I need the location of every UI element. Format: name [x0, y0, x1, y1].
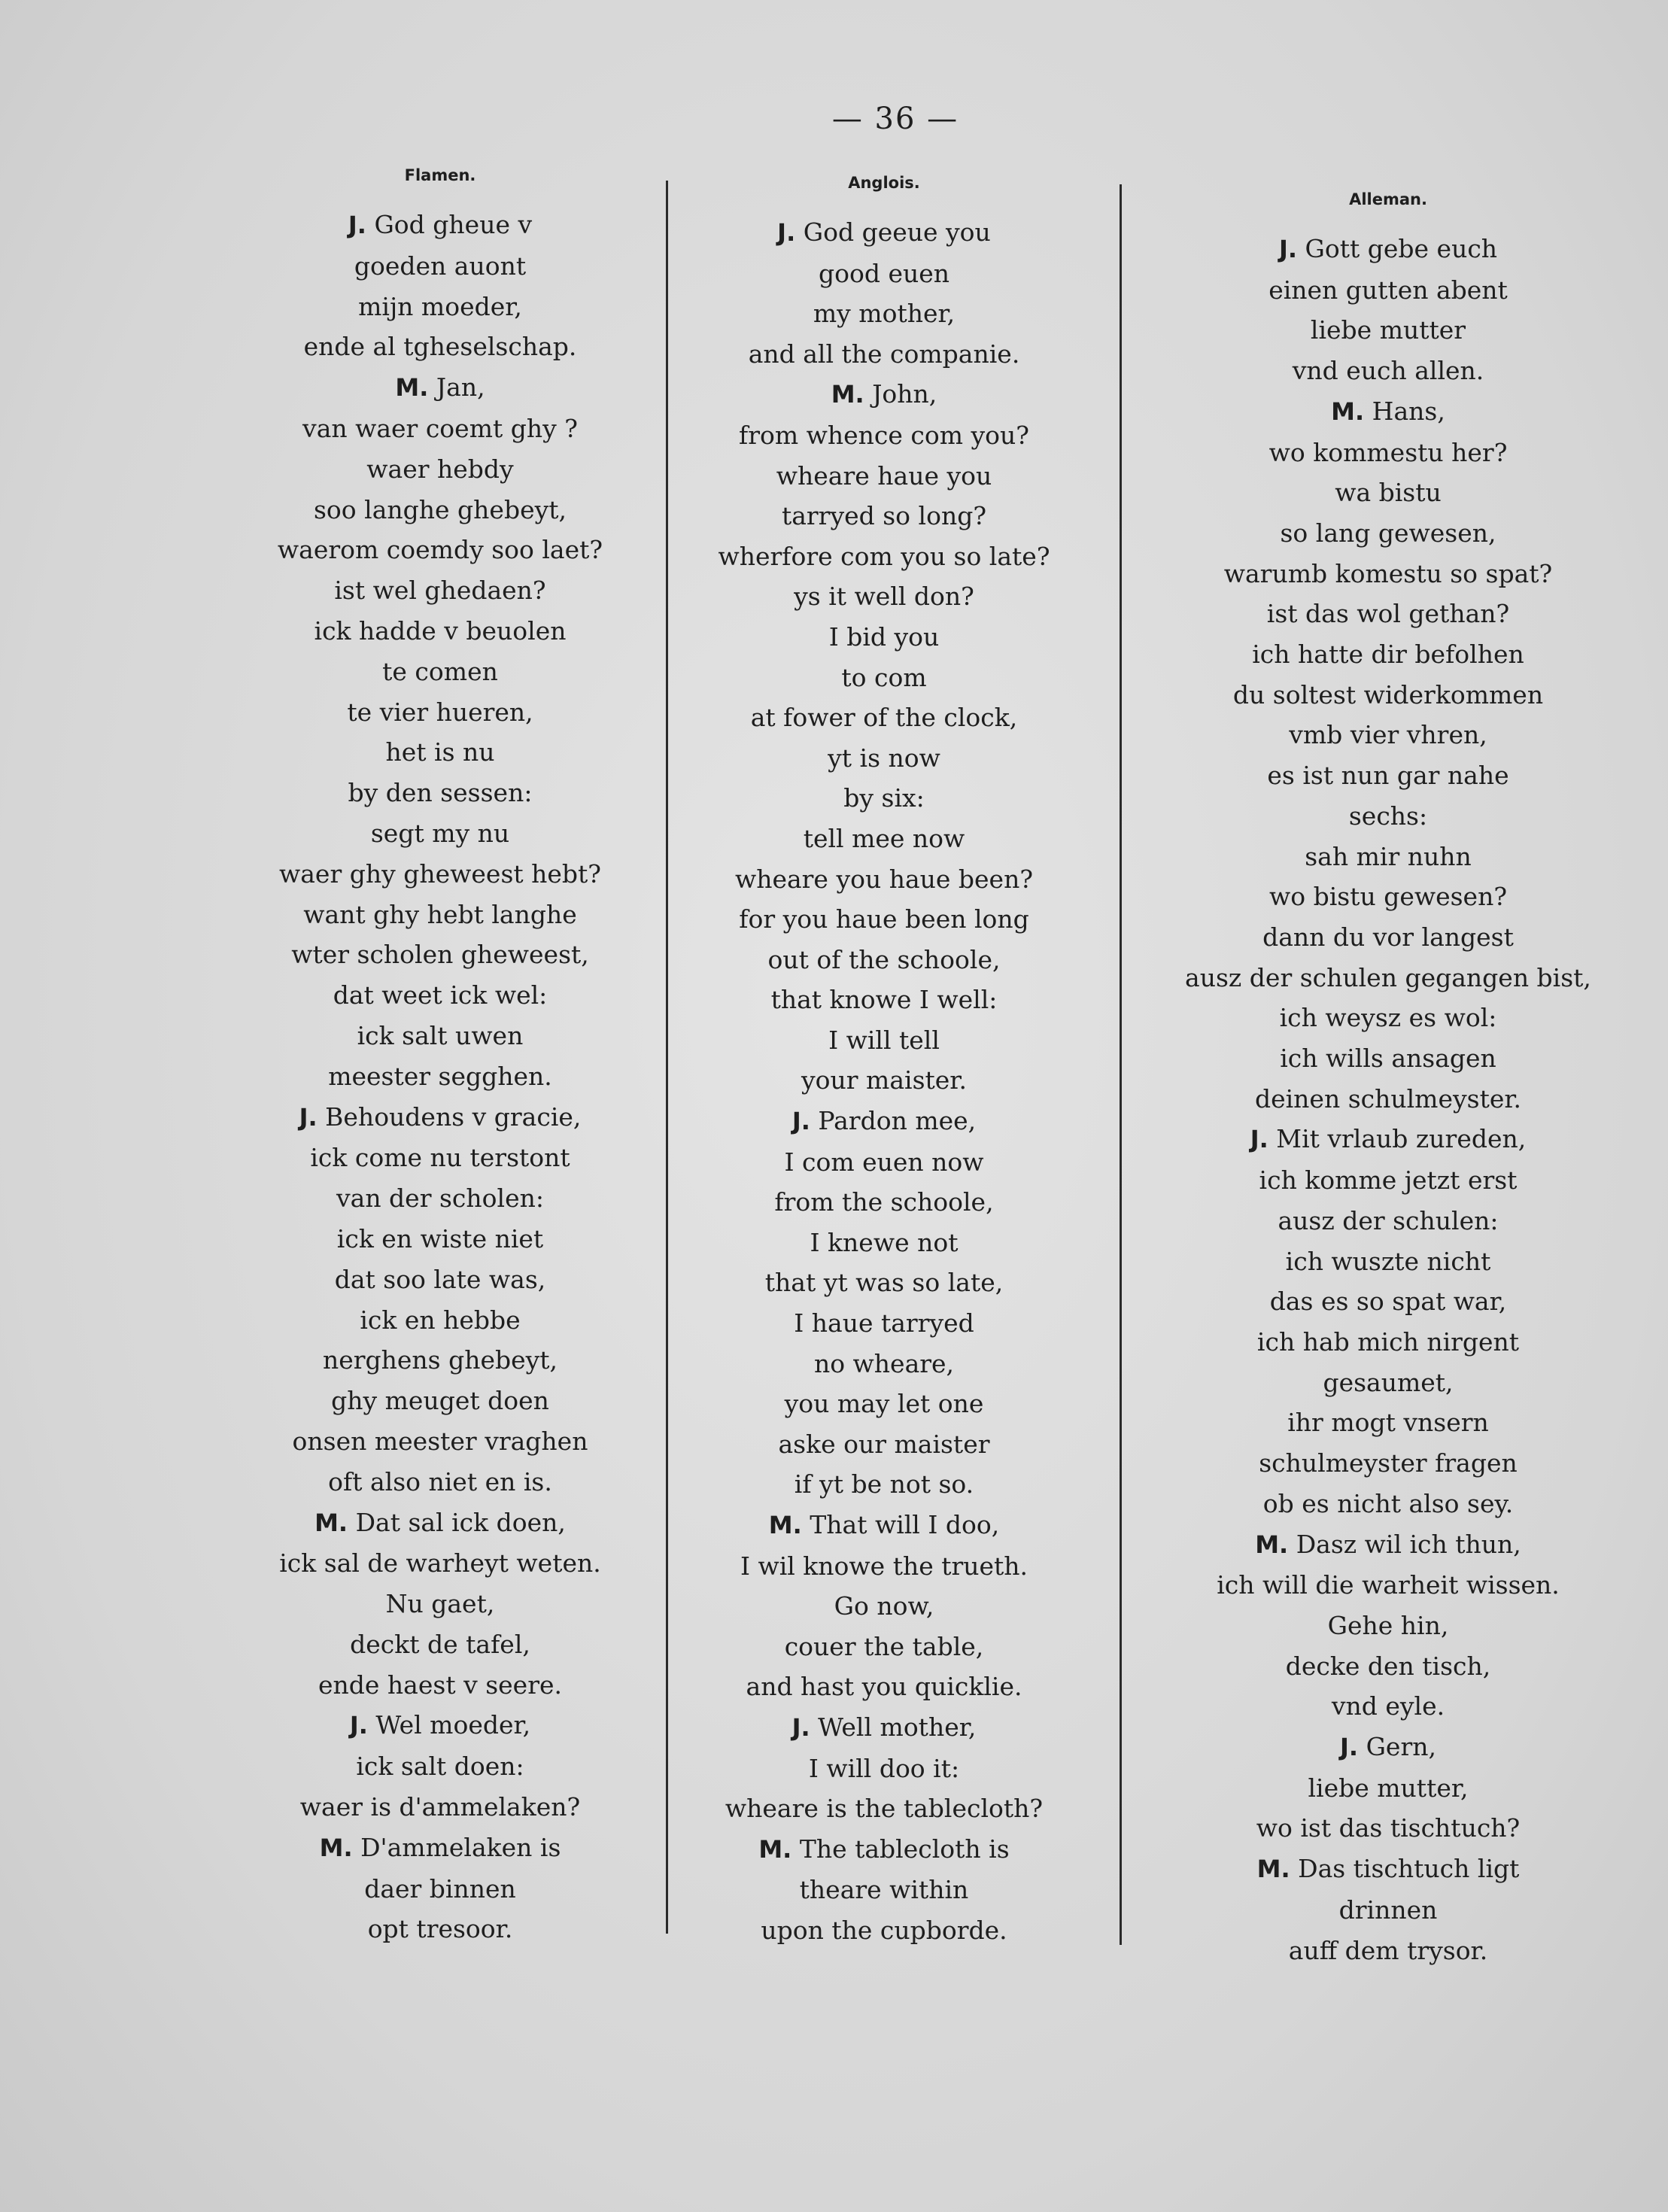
line-text: ys it well don? [794, 582, 974, 612]
line-text: I haue tarryed [794, 1308, 974, 1338]
dialogue-line [192, 449, 688, 490]
line-text: daer binnen [364, 1873, 516, 1904]
line-text: ich hatte dir befolhen [1252, 640, 1524, 670]
dialogue-line [643, 536, 1125, 577]
speaker-label: M. [314, 1508, 348, 1537]
dialogue-line [643, 1910, 1125, 1951]
dialogue-line [643, 1707, 1125, 1749]
dialogue-line [192, 652, 688, 692]
line-text: meester segghen. [328, 1061, 552, 1091]
dialogue-line [1102, 1686, 1668, 1727]
line-text: waer hebdy [366, 454, 514, 484]
dialogue-line [643, 658, 1125, 698]
dialogue-line [1102, 755, 1668, 796]
line-text: waer is d'ammelaken? [299, 1792, 581, 1822]
line-text: ick sal de warheyt weten. [279, 1548, 601, 1578]
line-text: te comen [382, 656, 498, 686]
line-text: decke den tisch, [1285, 1651, 1491, 1681]
line-text: aske our maister [778, 1429, 990, 1459]
dialogue-line [192, 1746, 688, 1787]
speaker-label: J. [348, 211, 366, 239]
line-text: tarryed so long? [781, 501, 987, 531]
line-text: warumb komestu so spat? [1223, 558, 1553, 588]
dialogue-line [192, 895, 688, 935]
line-text: by den sessen: [348, 778, 533, 808]
dialogue-line [643, 1344, 1125, 1384]
line-text: I bid you [828, 621, 940, 652]
speaker-label: J. [791, 1712, 810, 1742]
dialogue-line [1102, 351, 1668, 391]
line-text: I will doo it: [808, 1753, 960, 1783]
dialogue-line [192, 854, 688, 895]
dialogue-line [643, 576, 1125, 617]
dialogue-line [643, 334, 1125, 375]
dialogue-line [192, 1665, 688, 1706]
dialogue-line [192, 1705, 688, 1746]
line-text: your maister. [801, 1065, 967, 1095]
speaker-label: J. [349, 1711, 368, 1740]
line-text: yt is now [828, 743, 940, 773]
dialogue-line [643, 859, 1125, 900]
line-text: ick hadde v beuolen [314, 615, 567, 646]
line-text: theare within [799, 1875, 969, 1905]
line-text: opt tresoor. [367, 1914, 513, 1944]
dialogue-line [1102, 1808, 1668, 1849]
line-text: wo ist das tischtuch? [1256, 1813, 1521, 1843]
line-text: ist wel ghedaen? [334, 576, 546, 606]
line-text: es ist nun gar nahe [1267, 761, 1509, 791]
dialogue-line [1102, 1768, 1668, 1809]
column-lines-alleman [1102, 229, 1668, 1970]
dialogue-line [1102, 1322, 1668, 1363]
dialogue-line [1102, 1119, 1668, 1160]
line-text: ick salt uwen [357, 1020, 524, 1050]
line-text: segt my nu [370, 818, 510, 848]
dialogue-line [192, 1259, 688, 1300]
dialogue-line [643, 1142, 1125, 1183]
line-text: ick en wiste niet [336, 1223, 544, 1253]
dialogue-line [643, 1020, 1125, 1061]
line-text: I will tell [828, 1025, 940, 1055]
line-text: God gheue v [374, 210, 533, 239]
line-text: wo bistu gewesen? [1268, 882, 1508, 912]
line-text: That will I doo, [810, 1510, 1000, 1539]
dialogue-line [192, 1869, 688, 1910]
line-text: ich weysz es wol: [1279, 1003, 1497, 1033]
line-text: ausz der schulen gegangen bist, [1185, 962, 1591, 992]
line-text: wa bistu [1335, 478, 1442, 508]
line-text: vnd euch allen. [1292, 356, 1484, 386]
dialogue-line [643, 1505, 1125, 1546]
line-text: einen gutten abent [1268, 275, 1508, 305]
dialogue-line [643, 1101, 1125, 1142]
dialogue-line [1102, 1727, 1668, 1768]
line-text: God geeue you [803, 217, 991, 247]
line-text: John, [872, 379, 937, 409]
line-text: wo kommestu her? [1268, 437, 1508, 467]
dialogue-line [1102, 837, 1668, 877]
dialogue-line [192, 1421, 688, 1462]
dialogue-line [1102, 1241, 1668, 1282]
dialogue-line [1102, 1201, 1668, 1241]
dialogue-line [1102, 1931, 1668, 1971]
line-text: wheare is the tablecloth? [725, 1794, 1044, 1824]
line-text: deinen schulmeyster. [1254, 1083, 1522, 1114]
line-text: drinnen [1338, 1894, 1438, 1925]
dialogue-line [1102, 1079, 1668, 1120]
line-text: ghy meuget doen [331, 1386, 549, 1416]
line-text: for you haue been long [739, 904, 1029, 934]
dialogue-line [643, 254, 1125, 294]
line-text: that knowe I well: [770, 985, 998, 1015]
dialogue-line [1102, 310, 1668, 351]
dialogue-line [1102, 1402, 1668, 1443]
dialogue-line [192, 813, 688, 854]
dialogue-line [1102, 634, 1668, 675]
dialogue-line [192, 1016, 688, 1056]
line-text: to com [841, 662, 927, 692]
dialogue-line [192, 1503, 688, 1544]
dialogue-line [1102, 1849, 1668, 1890]
line-text: goeden auont [354, 251, 527, 281]
line-text: wheare haue you [776, 460, 992, 491]
line-text: I wil knowe the trueth. [740, 1551, 1028, 1581]
dialogue-line [1102, 270, 1668, 311]
dialogue-line [192, 530, 688, 570]
line-text: vmb vier vhren, [1289, 720, 1487, 750]
line-text: auff dem trysor. [1288, 1935, 1488, 1965]
line-text: liebe mutter [1310, 315, 1466, 345]
dialogue-line [643, 617, 1125, 658]
speaker-label: M. [395, 373, 429, 403]
line-text: dat soo late was, [334, 1264, 546, 1294]
page-number: — 36 — [831, 102, 959, 136]
dialogue-line [192, 1381, 688, 1421]
line-text: Nu gaet, [385, 1589, 495, 1619]
line-text: dat weet ick wel: [333, 980, 548, 1010]
line-text: wter scholen gheweest, [291, 940, 589, 970]
line-text: ick come nu terstont [310, 1143, 570, 1173]
dialogue-line [1102, 1281, 1668, 1322]
line-text: Well mother, [818, 1712, 977, 1742]
dialogue-line [192, 1178, 688, 1219]
dialogue-line [643, 1546, 1125, 1587]
line-text: Das tischtuch ligt [1298, 1854, 1520, 1884]
dialogue-line [643, 1788, 1125, 1829]
line-text: schulmeyster fragen [1259, 1448, 1518, 1478]
line-text: ich komme jetzt erst [1259, 1165, 1518, 1196]
dialogue-line [1102, 715, 1668, 755]
column-flamen [192, 166, 688, 1949]
dialogue-line [192, 975, 688, 1016]
line-text: soo langhe ghebeyt, [314, 494, 567, 524]
dialogue-line [1102, 1484, 1668, 1524]
dialogue-line [192, 773, 688, 813]
dialogue-line [643, 1870, 1125, 1910]
dialogue-line [643, 980, 1125, 1020]
dialogue-line [643, 1182, 1125, 1223]
line-text: from the schoole, [774, 1187, 994, 1217]
speaker-label: J. [1250, 1125, 1268, 1154]
dialogue-line [192, 692, 688, 733]
line-text: Go now, [834, 1591, 934, 1621]
line-text: D'ammelaken is [360, 1832, 561, 1862]
line-text: Dasz wil ich thun, [1296, 1529, 1521, 1559]
dialogue-line [643, 778, 1125, 819]
dialogue-line [192, 1543, 688, 1584]
line-text: Jan, [436, 372, 485, 403]
dialogue-line [1102, 1890, 1668, 1931]
dialogue-line [1102, 229, 1668, 270]
line-text: Pardon mee, [818, 1106, 977, 1136]
line-text: The tablecloth is [799, 1834, 1010, 1864]
line-text: no wheare, [813, 1348, 955, 1378]
speaker-label: M. [831, 380, 864, 409]
line-text: gesaumet, [1323, 1367, 1454, 1397]
dialogue-line [192, 611, 688, 652]
dialogue-line [1102, 1160, 1668, 1201]
dialogue-line [643, 1464, 1125, 1505]
line-text: by six: [843, 783, 925, 813]
dialogue-line [643, 738, 1125, 779]
line-text: ihr mogt vnsern [1287, 1408, 1489, 1438]
line-text: that yt was so late, [764, 1268, 1004, 1298]
dialogue-line [643, 293, 1125, 334]
column-heading-flamen: Flamen. [404, 166, 476, 184]
dialogue-line [1102, 877, 1668, 917]
dialogue-line [643, 1262, 1125, 1303]
line-text: Gehe hin, [1327, 1610, 1449, 1640]
dialogue-line [1102, 998, 1668, 1038]
line-text: van waer coemt ghy ? [302, 413, 578, 443]
dialogue-line [1102, 1443, 1668, 1484]
line-text: Hans, [1372, 396, 1445, 426]
dialogue-line [192, 1340, 688, 1381]
dialogue-line [1102, 433, 1668, 473]
line-text: so lang gewesen, [1280, 518, 1496, 548]
dialogue-line [192, 287, 688, 327]
line-text: das es so spat war, [1269, 1287, 1507, 1317]
dialogue-line [643, 899, 1125, 940]
line-text: vnd eyle. [1331, 1691, 1445, 1721]
line-text: Gott gebe euch [1305, 234, 1498, 263]
line-text: want ghy hebt langhe [303, 899, 577, 929]
line-text: wherfore com you so late? [718, 541, 1050, 571]
dialogue-line [192, 1138, 688, 1178]
dialogue-line [643, 1586, 1125, 1627]
speaker-label: M. [1255, 1530, 1289, 1559]
speaker-label: J. [791, 1107, 810, 1136]
dialogue-line [643, 415, 1125, 456]
line-text: at fower of the clock, [750, 703, 1018, 733]
line-text: waer ghy gheweest hebt? [279, 858, 601, 889]
dialogue-line [1102, 594, 1668, 634]
dialogue-line [1102, 796, 1668, 837]
column-heading-anglois: Anglois. [848, 174, 920, 192]
line-text: I knewe not [810, 1227, 959, 1257]
line-text: Wel moeder, [375, 1710, 531, 1740]
dialogue-line [643, 496, 1125, 536]
speaker-label: M. [319, 1833, 353, 1862]
dialogue-line [643, 1303, 1125, 1344]
line-text: mijn moeder, [358, 291, 522, 321]
dialogue-line [1102, 513, 1668, 554]
line-text: ich hab mich nirgent [1256, 1326, 1520, 1357]
column-lines-anglois [643, 212, 1125, 1951]
column-anglois [643, 173, 1125, 1951]
dialogue-line [643, 374, 1125, 415]
dialogue-line [643, 1384, 1125, 1424]
line-text: ick en hebbe [360, 1305, 521, 1335]
dialogue-line [192, 205, 688, 246]
line-text: ick salt doen: [356, 1752, 524, 1782]
speaker-label: J. [1340, 1733, 1359, 1762]
speaker-label: J. [299, 1102, 317, 1132]
line-text: sah mir nuhn [1305, 841, 1472, 871]
dialogue-line [192, 1462, 688, 1503]
line-text: good euen [818, 258, 950, 288]
speaker-label: M. [1331, 397, 1365, 426]
dialogue-line [1102, 1038, 1668, 1079]
line-text: deckt de tafel, [350, 1629, 530, 1659]
dialogue-line [192, 490, 688, 530]
dialogue-line [192, 1624, 688, 1665]
dialogue-line [643, 1223, 1125, 1263]
dialogue-line [1102, 1524, 1668, 1566]
line-text: du soltest widerkommen [1232, 679, 1544, 709]
line-text: ende al tgheselschap. [303, 332, 577, 362]
dialogue-line [192, 1300, 688, 1341]
line-text: if yt be not so. [794, 1469, 974, 1499]
speaker-label: M. [758, 1834, 792, 1864]
line-text: oft also niet en is. [328, 1466, 552, 1496]
dialogue-line [643, 456, 1125, 497]
dialogue-line [192, 1584, 688, 1624]
line-text: ich will die warheit wissen. [1217, 1570, 1560, 1600]
dialogue-line [643, 697, 1125, 738]
line-text: upon the cupborde. [761, 1915, 1007, 1945]
dialogue-line [643, 940, 1125, 980]
column-lines-flamen [192, 205, 688, 1949]
dialogue-line [643, 1627, 1125, 1667]
dialogue-line [192, 934, 688, 975]
dialogue-line [643, 1829, 1125, 1870]
line-text: I com euen now [784, 1147, 984, 1177]
dialogue-line [1102, 675, 1668, 716]
dialogue-line [1102, 917, 1668, 958]
line-text: out of the schoole, [767, 944, 1001, 974]
line-text: sechs: [1348, 801, 1428, 831]
line-text: and hast you quicklie. [746, 1672, 1022, 1702]
dialogue-line [192, 1219, 688, 1259]
line-text: te vier hueren, [347, 697, 533, 727]
dialogue-line [1102, 958, 1668, 998]
line-text: my mother, [813, 299, 956, 329]
dialogue-line [192, 1097, 688, 1138]
dialogue-line [643, 1060, 1125, 1101]
dialogue-line [1102, 1363, 1668, 1403]
dialogue-line [192, 1909, 688, 1949]
dialogue-line [1102, 472, 1668, 513]
line-text: from whence com you? [738, 420, 1029, 450]
line-text: liebe mutter, [1308, 1773, 1469, 1803]
dialogue-line [643, 1424, 1125, 1465]
line-text: dann du vor langest [1262, 922, 1514, 952]
line-text: onsen meester vraghen [292, 1426, 588, 1456]
dialogue-line [192, 327, 688, 367]
line-text: Behoudens v gracie, [325, 1101, 582, 1132]
line-text: nerghens ghebeyt, [322, 1345, 558, 1375]
dialogue-line [1102, 391, 1668, 433]
dialogue-line [1102, 554, 1668, 594]
line-text: ende haest v seere. [318, 1670, 562, 1700]
column-alleman [1102, 190, 1668, 1970]
line-text: wheare you haue been? [734, 864, 1034, 894]
dialogue-line [1102, 1646, 1668, 1687]
line-text: couer the table, [784, 1631, 984, 1661]
line-text: ist das wol gethan? [1266, 599, 1510, 629]
dialogue-line [192, 1828, 688, 1869]
column-heading-alleman: Alleman. [1349, 190, 1427, 208]
dialogue-line [192, 732, 688, 773]
line-text: ich wills ansagen [1280, 1044, 1496, 1074]
dialogue-line [643, 212, 1125, 254]
dialogue-line [192, 1787, 688, 1828]
dialogue-line [643, 1667, 1125, 1707]
line-text: het is nu [385, 737, 495, 767]
line-text: waerom coemdy soo laet? [277, 535, 603, 565]
line-text: ich wuszte nicht [1285, 1246, 1491, 1276]
dialogue-line [1102, 1606, 1668, 1646]
line-text: and all the companie. [748, 339, 1020, 369]
line-text: ausz der schulen: [1278, 1205, 1499, 1235]
dialogue-line [192, 570, 688, 611]
dialogue-line [1102, 1565, 1668, 1606]
dialogue-line [192, 367, 688, 409]
line-text: tell mee now [803, 823, 965, 853]
dialogue-line [192, 1056, 688, 1097]
line-text: Dat sal ick doen, [355, 1507, 566, 1537]
line-text: ob es nicht also sey. [1262, 1488, 1514, 1518]
speaker-label: J. [1278, 235, 1297, 263]
speaker-label: J. [777, 218, 796, 247]
line-text: van der scholen: [336, 1183, 544, 1214]
line-text: Gern, [1366, 1732, 1436, 1762]
dialogue-line [192, 409, 688, 449]
dialogue-line [192, 246, 688, 287]
dialogue-line [643, 819, 1125, 859]
line-text: Mit vrlaub zureden, [1276, 1124, 1527, 1154]
dialogue-line [643, 1749, 1125, 1789]
line-text: you may let one [784, 1389, 984, 1419]
speaker-label: M. [1256, 1855, 1290, 1884]
speaker-label: M. [768, 1511, 802, 1539]
